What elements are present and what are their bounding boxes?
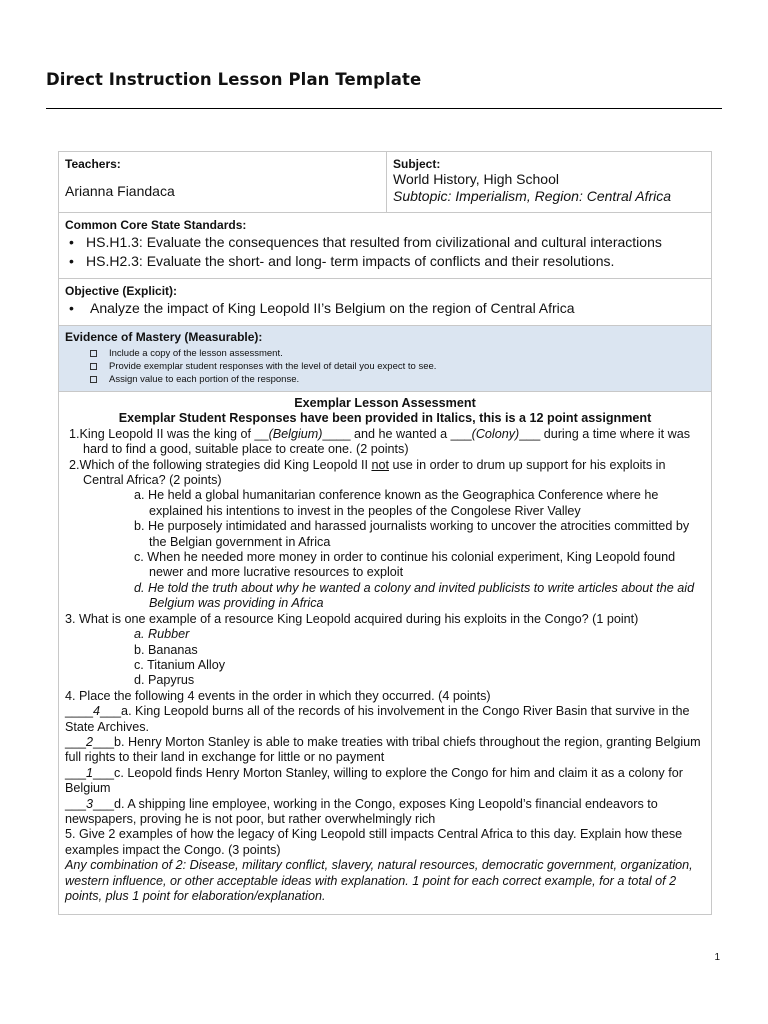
mastery-item: Include a copy of the lesson assessment. — [65, 347, 705, 360]
lesson-plan-table — [58, 151, 712, 915]
standard-item: • HS.H2.3: Evaluate the short- and long- term impacts of conflicts and their resolutions. — [65, 253, 705, 269]
question-4-event: ___2___b. Henry Morton Stanley is able to make treaties with tribal chiefs throughout the region, granting Belgium full rights to their land in exchange for little or no payment — [65, 734, 701, 765]
question-2-option: a. He held a global humanitarian conference known as the Geographica Conference where he explained his intentions to invest in the peoples of the Congolese River Valley — [134, 488, 659, 518]
question-3: 3. What is one example of a resource King Leopold acquired during his exploits in the Congo? (1 point) — [65, 611, 639, 626]
question-5: 5. Give 2 examples of how the legacy of King Leopold still impacts Central Africa to this day. Explain how these examples impact the Congo. (3 points) — [65, 827, 683, 857]
standard-item: • HS.H1.3: Evaluate the consequences that resulted from civilizational and cultural interactions — [65, 234, 705, 250]
question-5-answer: Any combination of 2: Disease, military conflict, slavery, natural resources, democratic government, organization, western influence, or other acceptable ideas with explanation. 1 point for each correct example, for a total of 2 points, plus 1 point for elaboration/explanation. — [65, 858, 693, 903]
standards-list — [65, 234, 705, 269]
answer-colony: (Colony) — [471, 426, 520, 441]
standards-label: Common Core State Standards: — [65, 218, 247, 232]
teachers-cell — [59, 152, 387, 212]
question-4-event: ___1___c. Leopold finds Henry Morton Stanley, willing to explore the Congo for him and claim it as a colony for Belgium — [65, 765, 683, 796]
objective-list — [65, 300, 705, 316]
mastery-item: Assign value to each portion of the response. — [65, 373, 705, 386]
answer-belgium: (Belgium) — [268, 426, 323, 441]
question-2: 2.Which of the following strategies did King Leopold II not use in order to drum up support for his exploits in Central Africa? (2 points) — [69, 457, 666, 488]
question-2-option: b. He purposely intimidated and harassed journalists working to uncover the atrocities committed by the Belgian government in Africa — [134, 519, 690, 549]
question-3-answer-option: a. Rubber — [134, 627, 190, 642]
standards-section — [59, 212, 711, 278]
title-divider — [46, 108, 722, 109]
question-2-option: c. When he needed more money in order to continue his colonial experiment, King Leopold found newer and more lucrative resources to exploit — [134, 550, 676, 580]
subtopic: Subtopic: Imperialism, Region: Central Africa — [393, 188, 672, 204]
objective-section — [59, 278, 711, 325]
assessment-subheading: Exemplar Student Responses have been provided in Italics, this is a 12 point assignment — [118, 411, 652, 426]
question-2-answer-option: d. He told the truth about why he wanted a colony and invited publicists to write articles about the aid Belgium was providing in Africa — [134, 580, 695, 611]
mastery-label: Evidence of Mastery (Measurable): — [65, 330, 263, 344]
question-4-event: ____4___a. King Leopold burns all of the records of his involvement in the Congo River Basin that survive in the State Archives. — [65, 704, 690, 734]
question-3-option: b. Bananas — [134, 642, 198, 657]
mastery-list — [65, 347, 705, 386]
teacher-subject-row — [59, 152, 711, 212]
question-3-option: d. Papyrus — [134, 673, 195, 688]
mastery-item: Provide exemplar student responses with the level of detail you expect to see. — [65, 360, 705, 373]
subject-cell — [387, 152, 711, 212]
question-3-option: c. Titanium Alloy — [134, 657, 226, 672]
objective-label: Objective (Explicit): — [65, 284, 178, 298]
question-4-event: ___3___d. A shipping line employee, working in the Congo, exposes King Leopold’s financial endeavors to newspapers, proving he is not poor, but rather overwhelmingly rich — [65, 796, 658, 826]
subject-value: World History, High School — [393, 171, 559, 187]
page-number: 1 — [714, 952, 720, 963]
teacher-name: Arianna Fiandaca — [65, 183, 175, 199]
subject-label: Subject: — [393, 157, 441, 171]
teachers-label: Teachers: — [65, 157, 121, 171]
document-title: Direct Instruction Lesson Plan Template — [46, 70, 422, 89]
objective-item: • Analyze the impact of King Leopold II’s Belgium on the region of Central Africa — [65, 300, 705, 316]
question-1: 1.King Leopold II was the king of __(Belgium)____ and he wanted a ___(Colony)___ during a time where it was hard to find a good, suitable place to create one. (2 points) — [69, 426, 691, 457]
question-4: 4. Place the following 4 events in the order in which they occurred. (4 points) — [65, 688, 491, 703]
mastery-section — [59, 325, 711, 391]
assessment-section — [59, 391, 711, 914]
assessment-heading: Exemplar Lesson Assessment — [294, 396, 476, 410]
